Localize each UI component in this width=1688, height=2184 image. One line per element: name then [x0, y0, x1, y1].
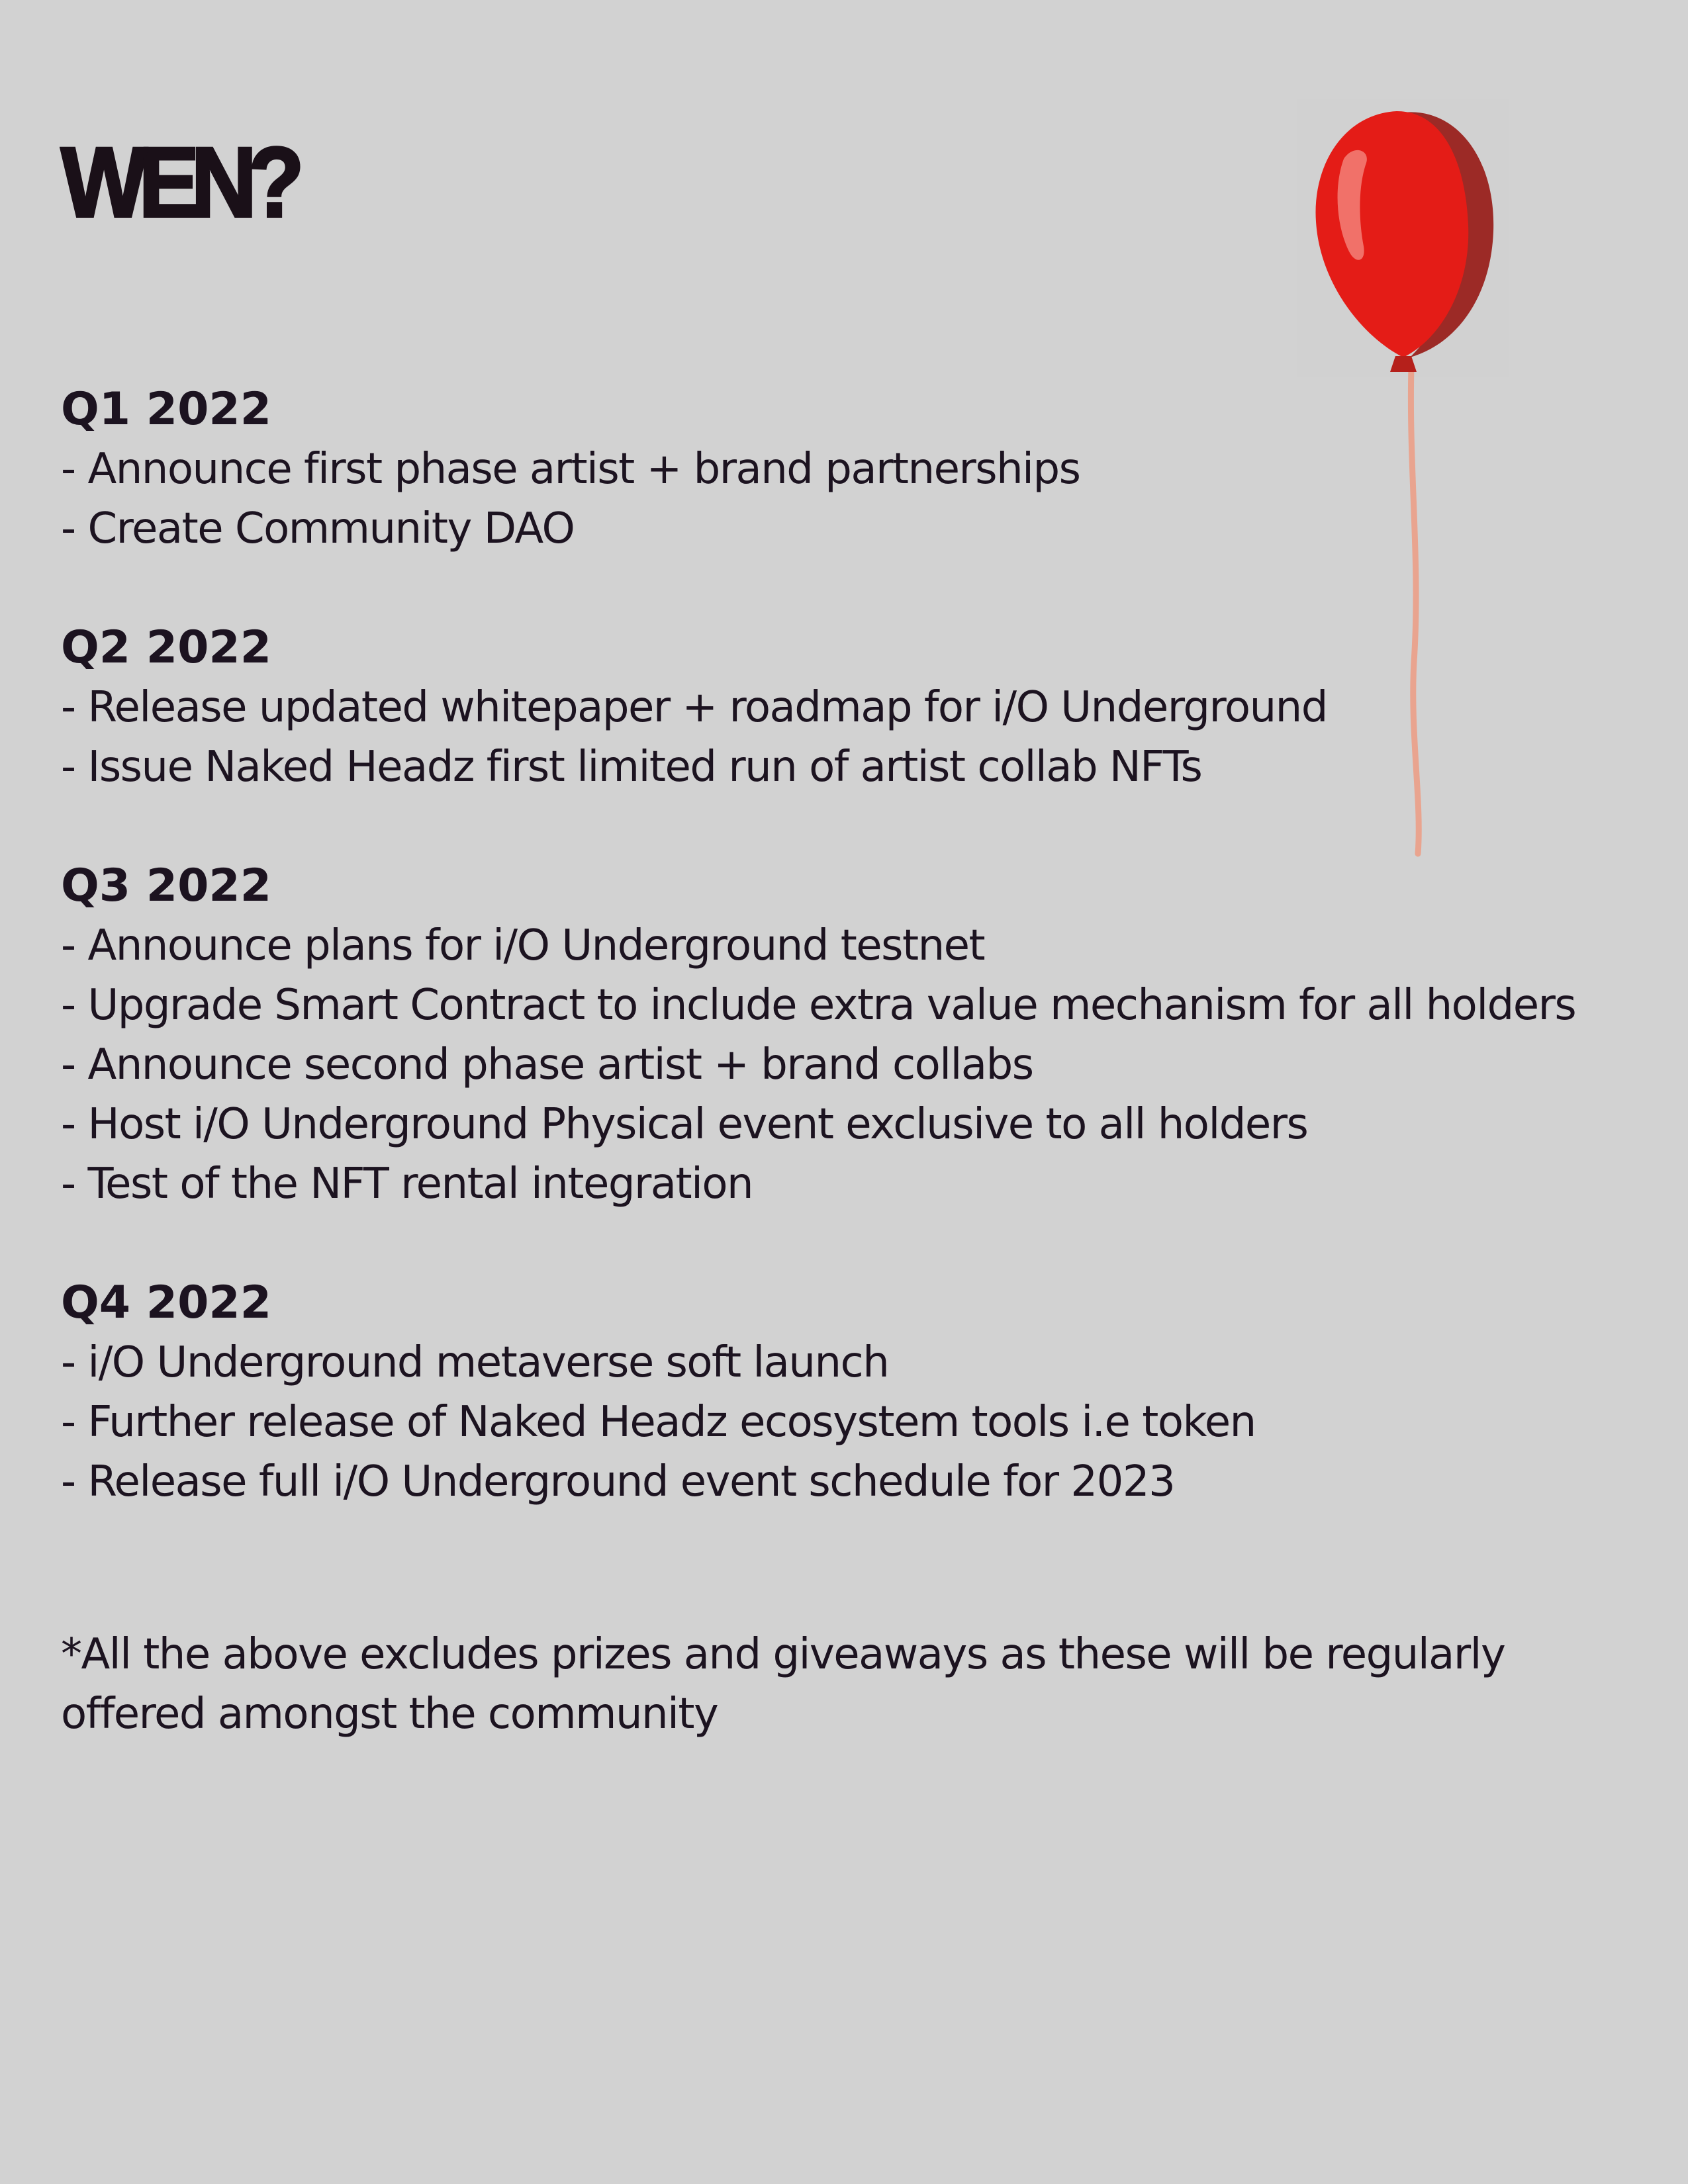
roadmap	[61, 380, 1583, 1571]
milestone-item: - i/O Underground metaverse soft launch	[61, 1338, 889, 1387]
page-title: WEN?	[61, 126, 296, 238]
quarter-q1	[61, 380, 1583, 559]
quarter-q2	[61, 618, 1583, 797]
quarter-title: Q4 2022	[61, 1277, 272, 1329]
quarter-title: Q1 2022	[61, 383, 272, 435]
milestone-item: - Release full i/O Underground event schedule for 2023	[61, 1457, 1175, 1506]
milestone-list	[61, 678, 1583, 797]
footnote: *All the above excludes prizes and giveaways as these will be regularly offered amongst the community	[61, 1630, 1505, 1739]
quarter-title: Q3 2022	[61, 860, 272, 912]
milestone-item: - Host i/O Underground Physical event exclusive to all holders	[61, 1100, 1308, 1149]
milestone-list	[61, 1333, 1583, 1512]
milestone-item: - Create Community DAO	[61, 504, 575, 553]
quarter-q3	[61, 856, 1583, 1214]
milestone-item: - Release updated whitepaper + roadmap for i/O Underground	[61, 683, 1327, 732]
quarter-q4	[61, 1273, 1583, 1512]
quarter-title: Q2 2022	[61, 621, 272, 674]
milestone-list	[61, 916, 1583, 1214]
milestone-item: - Test of the NFT rental integration	[61, 1160, 753, 1208]
milestone-item: - Announce plans for i/O Underground testnet	[61, 921, 985, 970]
milestone-item: - Announce first phase artist + brand partnerships	[61, 445, 1080, 494]
milestone-item: - Issue Naked Headz first limited run of artist collab NFTs	[61, 743, 1202, 792]
milestone-list	[61, 439, 1583, 559]
milestone-item: - Further release of Naked Headz ecosystem tools i.e token	[61, 1398, 1256, 1447]
milestone-item: - Upgrade Smart Contract to include extra value mechanism for all holders	[61, 981, 1576, 1030]
milestone-item: - Announce second phase artist + brand collabs	[61, 1040, 1033, 1089]
